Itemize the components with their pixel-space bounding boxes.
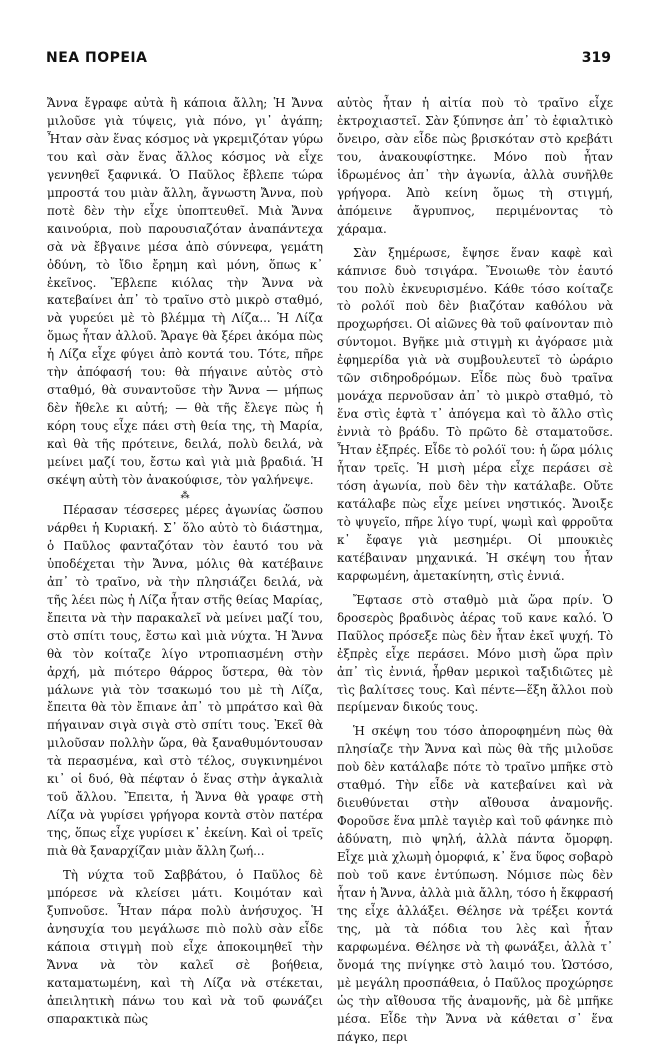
right-column (337, 95, 613, 1047)
journal-title: ΝΕΑ ΠΟΡΕΙΑ (46, 50, 148, 66)
paragraph: Ἔφτασε στὸ σταθμὸ μιὰ ὥρα πρίν. Ὁ δροσερὸς βραδινὸς ἀέρας τοῦ κανε καλό. Ὁ Παῦλος πρόσεξε πὼς δὲν ἦταν ἐκεῖ ψυχή. Τὸ ἐξπρὲς εἶχε περάσει. Μόνο μισὴ ὥρα πρὶν ἀπ᾿ τὶς ἐννιά, ἦρθαν μερικοὶ ταξιδιῶτες μὲ τὶς βαλίτσες τους. Καὶ πέντε—ἕξη ἄλλοι ποὺ περίμεναν δικούς τους. (337, 592, 613, 715)
left-column (47, 95, 323, 1029)
paragraph: Σὰν ξημέρωσε, ἔψησε ἕναν καφὲ καὶ κάπνισε δυὸ τσιγάρα. Ἔνοιωθε τὸν ἑαυτό του πολὺ ἐκνευρισμένο. Κάθε τόσο κοίταζε τὸ ρολόϊ ποὺ δὲν βιαζόταν καθόλου νὰ προχωρήσει. Οἱ αἰῶνες θὰ τοῦ φαίνονταν πιὸ σύντομοι. Βγῆκε μιὰ στιγμὴ κι ἀγόρασε μιὰ ἐφημερίδα γιὰ νὰ συμβουλευτεῖ τὸ ὡράριο τῶν σιδηροδρόμων. Εἶδε πὼς δυὸ τραῖνα μονάχα περνοῦσαν ἀπ᾿ τὸ μικρὸ σταθμό, τὸ ἕνα στὶς ἑφτὰ τ᾿ ἀπόγεμα καὶ τὸ ἄλλο στὶς ἐννιὰ τὸ βράδυ. Τὸ πρῶτο δὲ σταματοῦσε. Ἦταν ἐξπρές. Εἶδε τὸ ρολόϊ του: ἡ ὥρα μόλις ἦταν τρεῖς. Ἡ μισὴ μέρα εἶχε περάσει σὲ τόση ἀγωνία, ποὺ δὲν τὴν κατάλαβε. Οὔτε κατάλαβε πὼς εἶχε μείνει νηστικός. Ἄνοιξε τὸ ψυγεῖο, πῆρε λίγο τυρί, ψωμὶ καὶ φρροῦτα κ᾿ ἔφαγε γιὰ μεσημέρι. Οἱ μπουκιὲς κατέβαιναν μηχανικά. Ἡ σκέψη του ἦταν καρφωμένη, ἀμετακίνητη, στὶς ἐννιά. (337, 245, 613, 583)
running-header (46, 50, 611, 66)
paragraph: Πέρασαν τέσσερες μέρες ἀγωνίας ὥσπου νάρθει ἡ Κυριακή. Σ᾿ ὅλο αὐτὸ τὸ διάστημα, ὁ Παῦλος φανταζόταν τὸν ἑαυτό του νὰ ὑποδέχεται τὴν Ἄννα, μόλις θὰ κατέβαινε ἀπ᾿ τὸ τραῖνο, νὰ τὴν πλησιάζει δειλά, νὰ τῆς λέει πὼς ἡ Λίζα ἦταν στῆς θείας Μαρίας, ἔπειτα νὰ τὴν παρακαλεῖ νὰ μείνει μαζί του, στὸ σπίτι τους, ἔστω καὶ μιὰ νύχτα. Ἡ Ἄννα θὰ τὸν κοίταζε λίγο ντροπιασμένη στὴν ἀρχή, μὰ πιότερο θάρρος ὕστερα, θὰ τὸν μάλωνε γιὰ τὸν τσακωμό του μὲ τὴ Λίζα, ἔπειτα θὰ τὸν ἔπιανε ἀπ᾿ τὸ μπράτσο καὶ θὰ πήγαιναν σιγὰ σιγὰ στὸ σπίτι τους. Ἐκεῖ θὰ μιλοῦσαν πολλὴν ὥρα, θὰ ξαναθυμόντουσαν τὰ περασμένα, καὶ στὸ τέλος, συγκινημένοι κι᾿ οἱ δυό, θὰ πέφταν ὁ ἕνας στὴν ἀγκαλιὰ τοῦ ἄλλου. Ἔπειτα, ἡ Ἄννα θὰ γραφε στὴ Λίζα νὰ γυρίσει γρήγορα κοντὰ στὸν πατέρα της, ὅπως εἶχε γυρίσει κ᾿ ἐκείνη. Καὶ οἱ τρεῖς πιὰ θὰ ξαναρχίζαν μιὰν ἄλλη ζωή... (47, 502, 323, 859)
paragraph: Τὴ νύχτα τοῦ Σαββάτου, ὁ Παῦλος δὲ μπόρεσε νὰ κλείσει μάτι. Κοιμόταν καὶ ξυπνοῦσε. Ἦταν πάρα πολὺ ἀνήσυχος. Ἡ ἀνησυχία του μεγάλωσε πιὸ πολὺ σὰν εἶδε κάποια στιγμὴ ποὺ εἶχε ἀποκοιμηθεῖ τὴν Ἄννα νὰ τὸν καλεῖ σὲ βοήθεια, καταματωμένη, καὶ τὴ Λίζα νὰ στέκεται, ἀπειλητικὴ πάνω του καὶ νὰ τοῦ φωνάζει σπαρακτικὰ πὼς (47, 868, 323, 1026)
page-number: 319 (581, 50, 611, 66)
paragraph: Ἄννα ἔγραφε αὐτὰ ἢ κάποια ἄλλη; Ἡ Ἄννα μιλοῦσε γιὰ τύψεις, γιὰ πόνο, γι᾿ ἀγάπη; Ἦταν σὰν ἕνας κόσμος νὰ γκρεμιζόταν γύρω του καὶ σὰν ἕνας ἄλλος κόσμος νὰ εἶχε γεννηθεῖ ξαφνικά. Ὁ Παῦλος ἔβλεπε τώρα μπροστά του μιὰν ἄλλη, ἄγνωστη Ἄννα, ποὺ ποτὲ δὲν τὴν εἶχε ὑποπτευθεῖ. Μιὰ Ἄννα καινούρια, ποὺ παρουσιαζόταν ἀναπάντεχα σὰ νὰ ἔβγαινε μέσα ἀπὸ σύννεφα, γεμάτη ὀδύνη, τὸ ἴδιο ἔρημη καὶ μόνη, ὅπως κ᾿ ἐκεῖνος. Ἔβλεπε κιόλας τὴν Ἄννα νὰ κατεβαίνει ἀπ᾿ τὸ τραῖνο στὸ μικρὸ σταθμό, νὰ γυρεύει μὲ τὸ βλέμμα τὴ Λίζα... Ἡ Λίζα ὅμως ἦταν ἀλλοῦ. Ἄραγε θὰ ξέρει ἀκόμα πὼς ἡ Λίζα εἶχε φύγει ἀπὸ κοντά του. Τότε, πῆρε τὴν ἀπόφασή του: θὰ πήγαινε αὐτὸς στὸ σταθμό, θὰ συναντοῦσε τὴν Ἄννα — μήπως δὲν ἤθελε κι αὐτή; — θὰ τῆς ἔλεγε πὼς ἡ κόρη τους εἶχε πάει στὴ θεία της, τὴ Μαρία, καὶ θὰ τῆς πρότεινε, δειλά, πολὺ δειλά, νὰ μείνει μαζί του, ἔστω καὶ γιὰ μιὰ βραδιά. Ἡ σκέψη αὐτὴ τὸν ἀνακούφισε, τὸν γαλήνεψε. (47, 96, 323, 488)
paragraph: Ἡ σκέψη του τόσο ἀποροφημένη πὼς θὰ πλησίαζε τὴν Ἄννα καὶ πὼς θὰ τῆς μιλοῦσε ποὺ δὲν κατάλαβε πότε τὸ τραῖνο μπῆκε στὸ σταθμό. Τὴν εἶδε νὰ κατεβαίνει καὶ νὰ διευθύνεται στὴν αἴθουσα ἀναμονῆς. Φοροῦσε ἕνα μπλὲ ταγιὲρ καὶ τοῦ φάνηκε πιὸ ἀδύνατη, πιὸ ψηλή, ἀλλὰ πάντα ὄμορφη. Εἶχε μιὰ χλωμὴ ὀμορφιά, κ᾿ ἕνα ὕφος σοβαρὸ ποὺ τοῦ κανε ἐντύπωση. Νόμισε πὼς δὲν ἦταν ἡ Ἄννα, ἀλλὰ μιὰ ἄλλη, τόσο ἡ ἔκφρασή της εἶχε ἀλλάξει. Θέλησε νὰ τρέξει κοντά της, μὰ τὰ πόδια του λὲς καὶ ἦταν καρφωμένα. Θέλησε νὰ τὴ φωνάξει, ἀλλὰ τ᾿ ὄνομά της πνίγηκε στὸ λαιμό του. Ὡστόσο, μὲ μεγάλη προσπάθεια, ὁ Παῦλος προχώρησε ὡς τὴν αἴθουσα τῆς ἀναμονῆς, μὰ δὲ μπῆκε μέσα. Εἶδε τὴν Ἄννα νὰ κάθεται σ᾿ ἕνα πάγκο, περι (337, 724, 613, 1044)
paragraph: αὐτὸς ἦταν ἡ αἰτία ποὺ τὸ τραῖνο εἶχε ἐκτροχιαστεῖ. Σὰν ξύπνησε ἀπ᾿ τὸ ἐφιαλτικὸ ὄνειρο, σὰν εἶδε πὼς βρισκόταν στὸ κρεβάτι του, ἀνακουφίστηκε. Μόνο ποὺ ἦταν ἱδρωμένος ἀπ᾿ τὴν ἀγωνία, ἀλλὰ συνῆλθε γρήγορα. Ἀπὸ κείνη ὅμως τὴ στιγμή, ἀπόμεινε ἄγρυπνος, περιμένοντας τὸ χάραμα. (337, 96, 613, 236)
section-break-asterism: ⁂ (180, 490, 190, 501)
